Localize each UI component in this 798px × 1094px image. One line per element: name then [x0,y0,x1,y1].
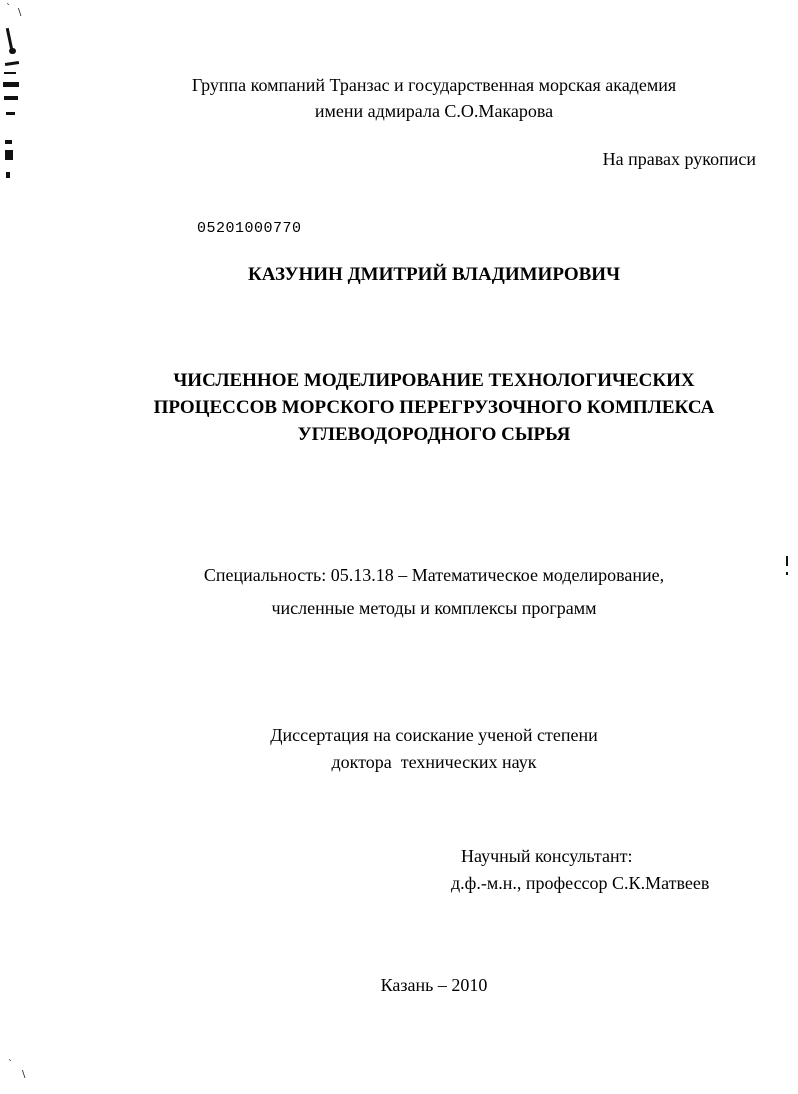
specialty-line-2: численные методы и комплексы программ [271,598,597,618]
specialty-line-1: Специальность: 05.13.18 – Математическое моделирование, [203,565,665,585]
consultant-label: Научный консультант: [461,846,633,866]
organization-line-2: имени адмирала С.О.Макарова [314,101,554,121]
catalog-number: 05201000770 [197,220,302,237]
title-line-1: ЧИСЛЕННОЕ МОДЕЛИРОВАНИЕ ТЕХНОЛОГИЧЕСКИХ [173,370,695,391]
scan-mark [5,140,12,144]
scan-speck: ` [6,3,11,14]
dissertation-degree-line-1: Диссертация на соискание ученой степени [270,725,598,745]
scan-mark [5,61,19,66]
scan-mark [9,48,16,54]
scan-speck: \ [22,1069,26,1080]
scan-mark [5,150,13,160]
organization-line-1: Группа компаний Транзас и государственная морская академия [191,75,677,95]
title-line-3: УГЛЕВОДОРОДНОГО СЫРЬЯ [297,424,571,445]
scan-mark [6,172,10,178]
author-name: КАЗУНИН ДМИТРИЙ ВЛАДИМИРОВИЧ [247,264,621,285]
manuscript-rights: На правах рукописи [602,149,756,169]
consultant-name: д.ф.-м.н., профессор С.К.Матвеев [451,873,710,893]
place-year: Казань – 2010 [380,975,488,995]
scan-speck: ` [8,1059,13,1070]
dissertation-degree-line-2: доктора технических наук [331,752,537,772]
scan-speck: \ [18,7,22,18]
title-line-2: ПРОЦЕССОВ МОРСКОГО ПЕРЕГРУЗОЧНОГО КОМПЛЕКСА [153,397,715,418]
scan-mark [6,28,14,50]
